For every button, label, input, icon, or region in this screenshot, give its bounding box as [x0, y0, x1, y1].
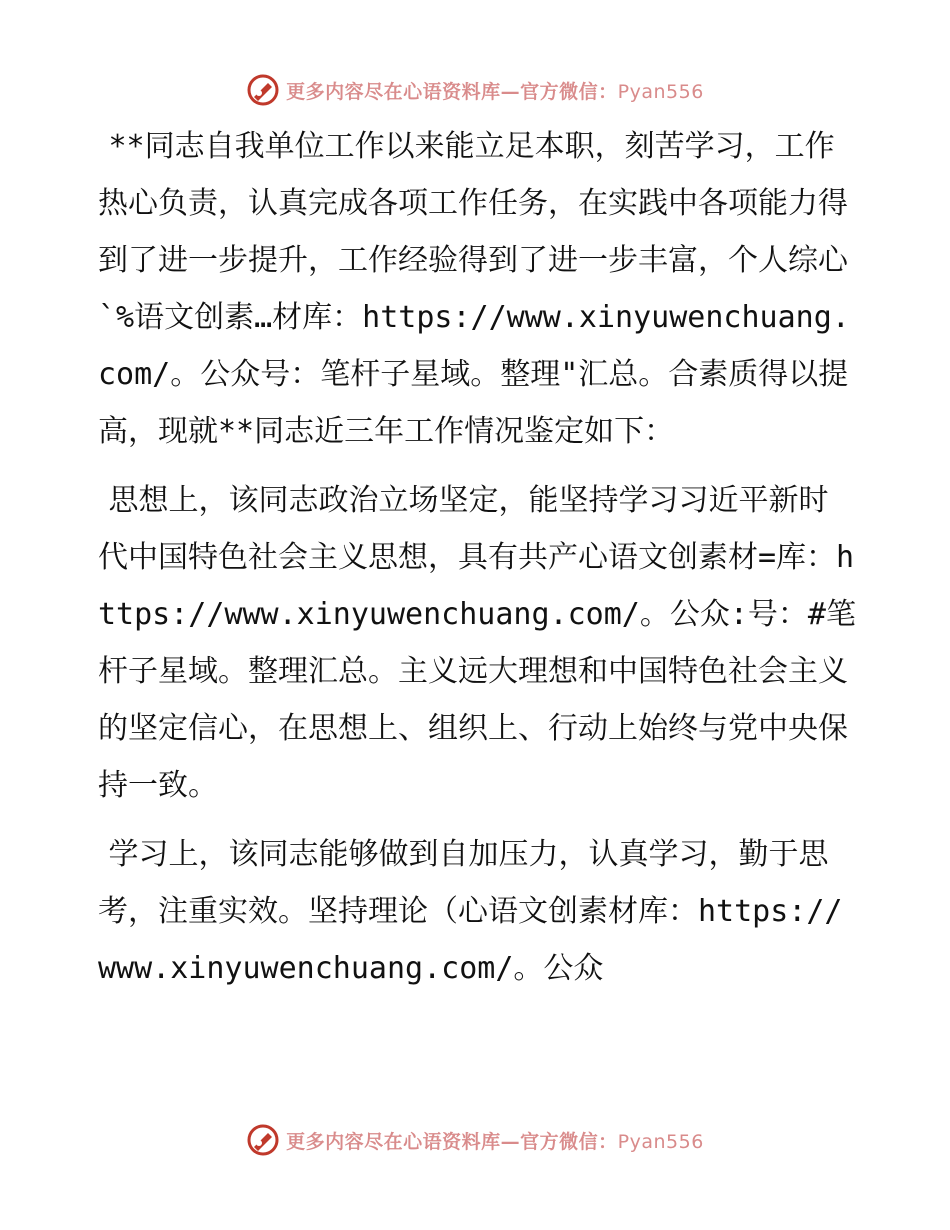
header-watermark: [0, 70, 950, 110]
footer-watermark: [0, 1120, 950, 1160]
wechat-id: Pyan556: [617, 80, 704, 103]
watermark-text: 更多内容尽在心语资料库—官方微信：Pyan556: [286, 1130, 704, 1153]
logo-icon: [246, 73, 280, 107]
paragraph-intro: **同志自我单位工作以来能立足本职，刻苦学习，工作热心负责，认真完成各项工作任务，在实践中各项能力得到了进一步提升，工作经验得到了进一步丰富，个人综心`%语文创素…材库：https://www.xinyuwenchuang.com/。公众号：笔杆子星域。整理"汇总。合素质得以提高，现就**同志近三年工作情况鉴定如下：: [98, 129, 850, 449]
paragraph-study: 学习上，该同志能够做到自加压力，认真学习，勤于思考，注重实效。坚持理论（心语文创素材库：https://www.xinyuwenchuang.com/。公众: [98, 837, 843, 986]
wechat-id: Pyan556: [617, 1130, 704, 1153]
paragraph-thought: 思想上，该同志政治立场坚定，能坚持学习习近平新时代中国特色社会主义思想，具有共产心语文创素材=库：https://www.xinyuwenchuang.com/。公众:号：#笔杆子星域。整理汇总。主义远大理想和中国特色社会主义的坚定信心，在思想上、组织上、行动上始终与党中央保持一致。: [98, 483, 856, 803]
document-body: [98, 118, 858, 1009]
logo-icon: [246, 1123, 280, 1157]
watermark-text: 更多内容尽在心语资料库—官方微信：Pyan556: [286, 80, 704, 103]
